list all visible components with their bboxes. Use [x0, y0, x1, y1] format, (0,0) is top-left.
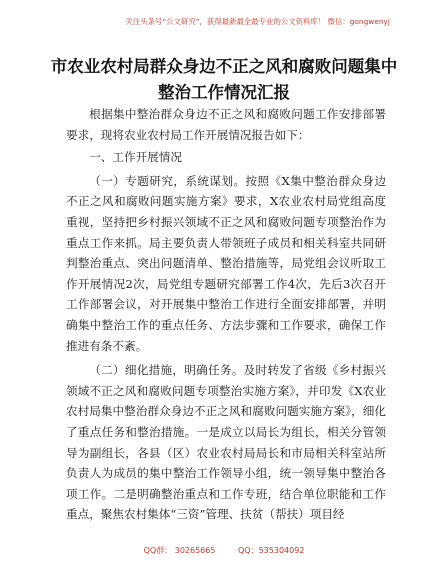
document-title: 市农业农村局群众身边不正之风和腐败问题集中整治工作情况汇报 [50, 57, 398, 102]
body-paragraph-1: （一）专题研究，系统谋划。按照《X集中整治群众身边不正之风和腐败问题实施方案》要求，X农业农村局党组高度重视，坚持把乡村振兴领域不正之风和腐败问题专项整治作为重点工作来抓。局主要负责人带领班子成员和相关科室共同研判整治重点、突出问题清单、整治措施等，局党组会议听取工作开展情况2次，局党组专题研究部署工作4次，先后3次召开工作部署会议，对开展集中整治工作进行全面安排部署，并明确集中整治工作的重点任务、方法步骤和工作要求，确保工作推进有条不紊。 [66, 173, 386, 353]
footer-qq-group: QQ群： 30265665 [143, 546, 216, 555]
intro-paragraph: 根据集中整治群众身边不正之风和腐败问题工作安排部署要求，现将农业农村局工作开展情况报告如下： [66, 107, 386, 142]
footer-qq: QQ：535304092 [238, 546, 305, 555]
body-paragraph-2: （二）细化措施，明确任务。及时转发了省级《乡村振兴领域不正之风和腐败问题专项整治实施方案》，并印发《X农业农村局集中整治群众身边不正之风和腐败问题实施方案》，细化了重点任务和整治措施。一是成立以局长为组长，相关分管领导为副组长，各县（区）农业农村局局长和市局相关科室站所负责人为成员的集中整治工作领导小组，统一领导集中整治各项工作。二是明确整治重点和工作专班，结合单位职能和工作重点，聚焦农村集体“三资”管理、扶贫（帮扶）项目经 [66, 363, 386, 522]
footer-contact [0, 545, 448, 556]
header-banner: 关注头条号“公文研究”，获得最新最全最专业的公文资料库！ 微信：gongwenyj [125, 17, 390, 26]
section-heading: 一、工作开展情况 [89, 150, 182, 165]
document-body [66, 104, 386, 525]
